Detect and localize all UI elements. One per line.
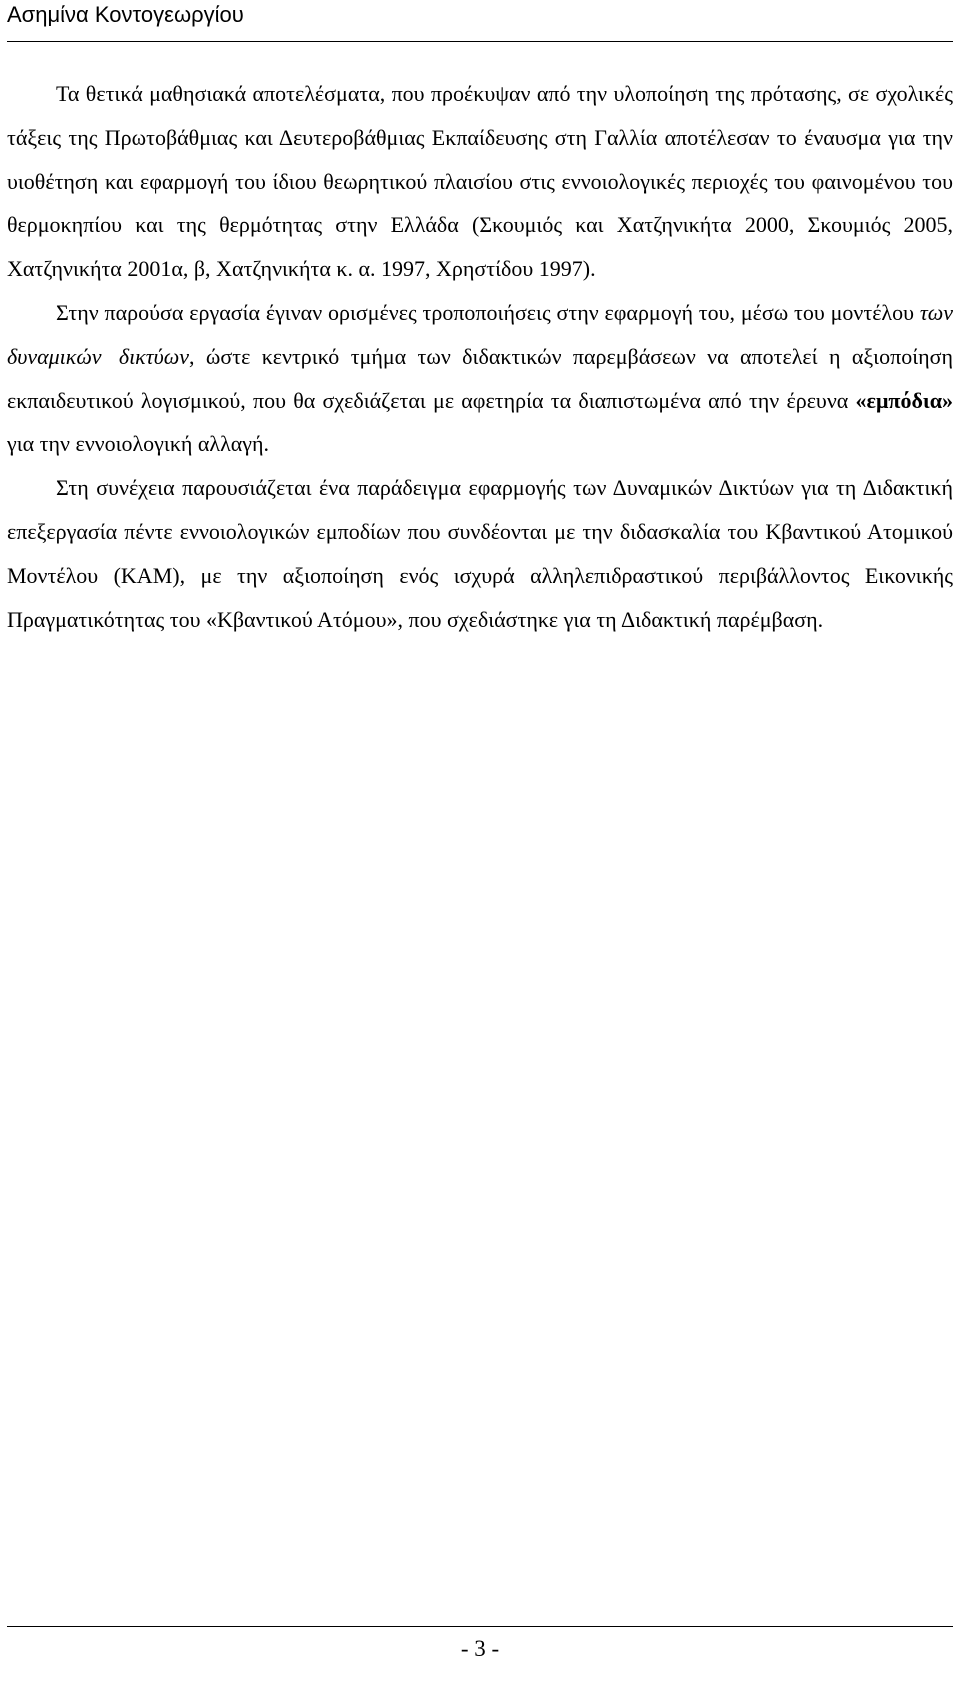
paragraph-3: Στη συνέχεια παρουσιάζεται ένα παράδειγμα εφαρμογής των Δυναμικών Δικτύων για τη Διδακτική επεξεργασία πέντε εννοιολογικών εμποδίων που συνδέονται με την διδασκαλία του Κβαντικού Ατομικού Μοντέλου (ΚΑΜ), με την αξιοποίηση ενός ισχυρά αλληλεπιδραστικού περιβάλλοντος Εικονικής Πραγματικότητας του «Κβαντικού Ατόμου», που σχεδιάστηκε για τη Διδακτική παρέμβαση.	[7, 475, 953, 632]
paragraph-2-bold-term: «εμπόδια»	[855, 387, 953, 413]
header-author: Ασημίνα Κοντογεωργίου	[7, 2, 244, 27]
footer-divider	[7, 1626, 953, 1627]
paragraph-1: Τα θετικά μαθησιακά αποτελέσματα, που προέκυψαν από την υλοποίηση της πρότασης, σε σχολικές τάξεις της Πρωτοβάθμιας και Δευτεροβάθμιας Εκπαίδευσης στη Γαλλία αποτέλεσαν το έναυσμα για την υιοθέτηση και εφαρμογή του ίδιου θεωρητικού πλαισίου στις εννοιολογικές περιοχές του φαινομένου του θερμοκηπίου και της θερμότητας στην Ελλάδα (Σκουμιός και Χατζηνικήτα 2000, Σκουμιός 2005, Χατζηνικήτα 2001α, β, Χατζηνικήτα κ. α. 1997, Χρηστίδου 1997).	[7, 81, 953, 282]
page-number: - 3 -	[460, 1636, 500, 1661]
paragraph-2-text-b: , ώστε κεντρικό τμήμα των διδακτικών παρεμβάσεων να αποτελεί η αξιοποίηση εκπαιδευτικού λογισμικού, που θα σχεδιάζεται με αφετηρία τα διαπιστωμένα από την έρευνα	[7, 343, 953, 413]
paragraph-2-italic-term: των δυναμικών δικτύων	[7, 299, 954, 369]
paragraph-2	[7, 291, 953, 466]
paragraph-2-text-c: για την εννοιολογική αλλαγή.	[7, 431, 270, 457]
paragraph-2-text-a: Στην παρούσα εργασία έγιναν ορισμένες τροποποιήσεις στην εφαρμογή του, μέσω του μοντέλου	[56, 299, 914, 325]
page-header	[7, 0, 953, 42]
document-body	[7, 72, 953, 641]
